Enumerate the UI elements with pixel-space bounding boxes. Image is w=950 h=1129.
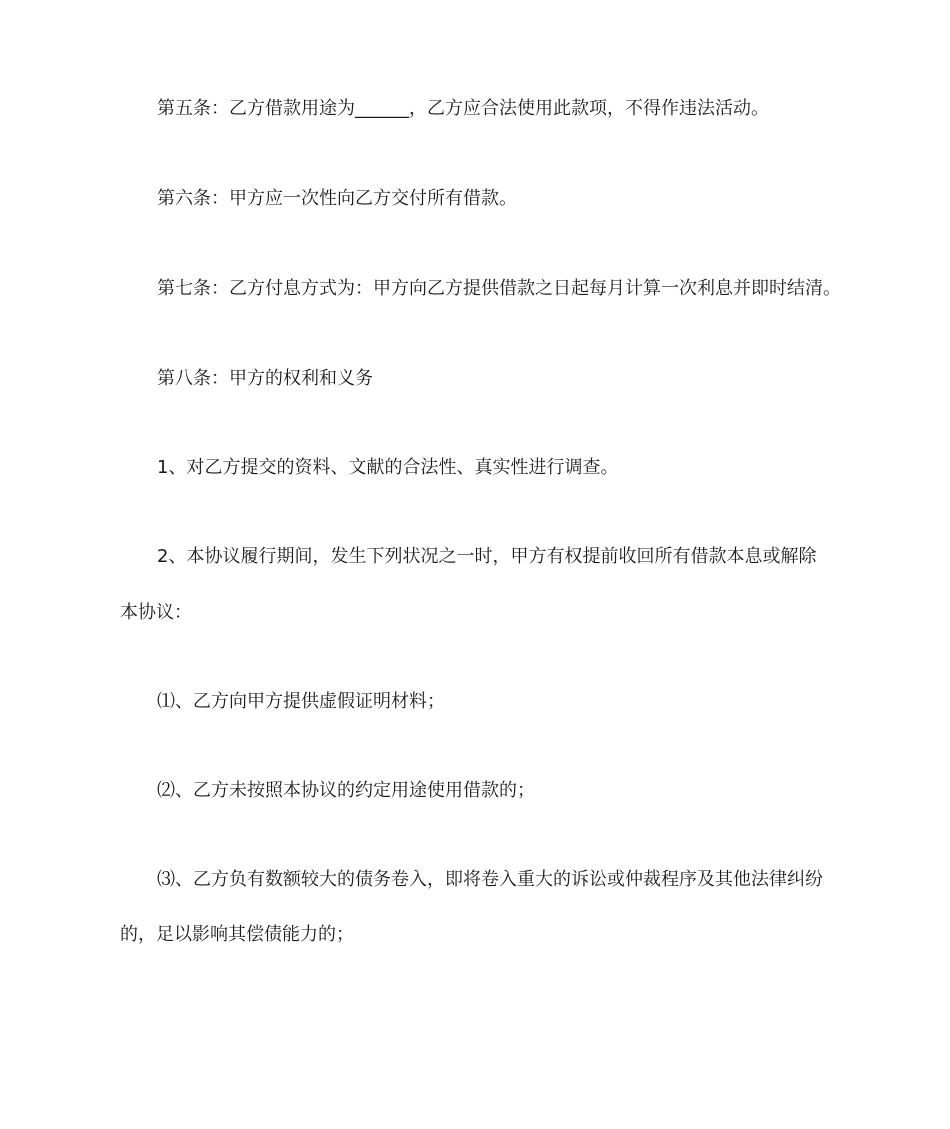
clause-2-continuation: 本协议： [120, 602, 192, 623]
subclause-2-text: ⑵、乙方未按照本协议的约定用途使用借款的； [157, 780, 535, 801]
clause-1-text: 1、对乙方提交的资料、文献的合法性、真实性进行调查。 [157, 457, 619, 478]
subclause-3-text: ⑶、乙方负有数额较大的债务卷入，即将卷入重大的诉讼或仲裁程序及其他法律纠纷 [157, 869, 823, 890]
clause-2-text: 2、本协议履行期间，发生下列状况之一时，甲方有权提前收回所有借款本息或解除 [157, 546, 817, 567]
subclause-1-text: ⑴、乙方向甲方提供虚假证明材料； [157, 691, 445, 712]
article-8-heading: 第八条：甲方的权利和义务 [157, 368, 373, 389]
article-5-text: 第五条：乙方借款用途为______，乙方应合法使用此款项，不得作违法活动。 [157, 98, 769, 119]
article-7-text: 第七条：乙方付息方式为：甲方向乙方提供借款之日起每月计算一次利息并即时结清。 [157, 278, 841, 299]
article-6-text: 第六条：甲方应一次性向乙方交付所有借款。 [157, 188, 517, 209]
subclause-3-continuation: 的，足以影响其偿债能力的； [120, 924, 354, 945]
